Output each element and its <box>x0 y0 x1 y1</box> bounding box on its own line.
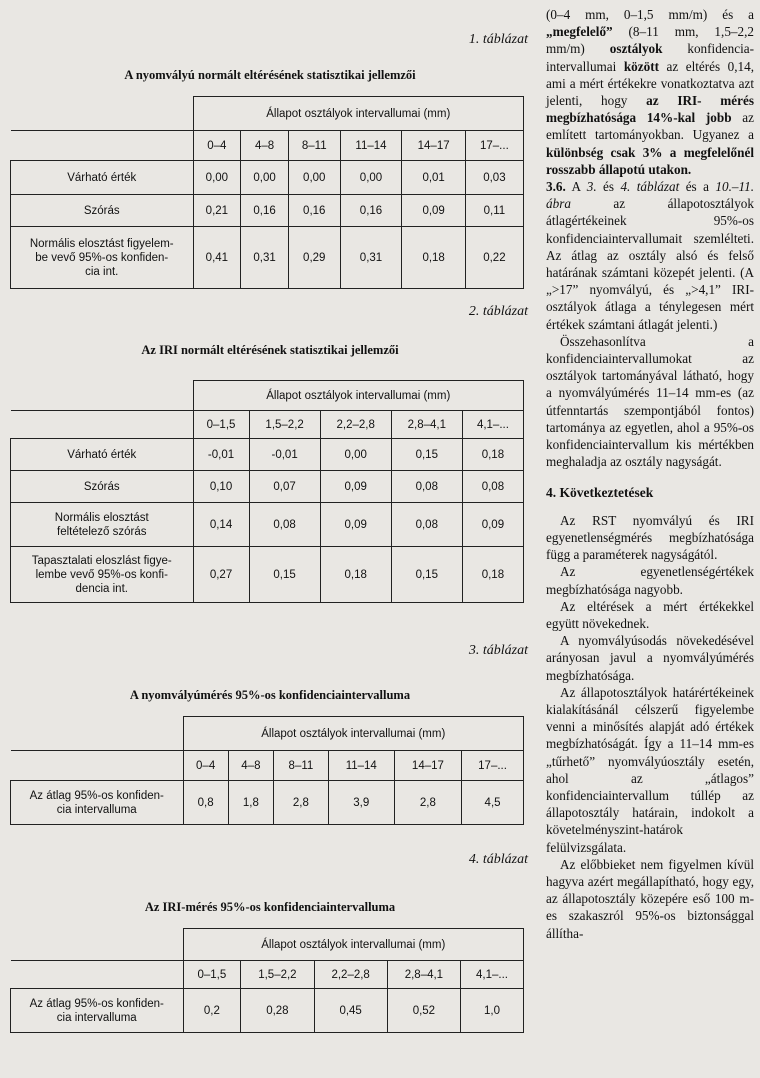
paragraph-conclusion-5: Az állapotosztályok határértékeinek kialakításánál célszerű figyelembe venni a minősítés alapját adó értékek megbízhatóságát. Így a 11–14 mm-es „tűrhető” nyomvályúosztály esetén, ahol az „átlagos” konfidenciaintervallum túllép az állapotosztály határain, indokolt a követelményszint-határok felülvizsgálata. <box>546 684 754 855</box>
table-cell: 0,01 <box>402 161 465 195</box>
section-heading-conclusions: 4. Következtetések <box>546 485 654 501</box>
table-cell: 2,8 <box>394 781 461 825</box>
table-cell: 0,16 <box>340 195 402 227</box>
table-row <box>11 781 524 825</box>
column-header: 1,5–2,2 <box>249 411 320 439</box>
table-row <box>11 439 524 471</box>
table-1-label: 1. táblázat <box>468 32 528 47</box>
column-header: 17–... <box>462 751 524 781</box>
table-3-title: A nyomvályúmérés 95%-os konfidenciaintervalluma <box>129 688 411 702</box>
paragraph-3-6: 3.6. A 3. és 4. táblázat és a 10.–11. ábra az állapotosztályok átlagértékeinek 95%-os konfidenciaintervallumait szemlélteti. Az átlag az osztály alsó és felső határának számtani közepét jelenti. (A „>17” nyomvályú, és „>4,1” IRI-osztályok átlaga a ténylegesen mért értékek számtani átlagát jelenti.) <box>546 179 754 332</box>
column-header: 0–1,5 <box>183 961 241 989</box>
table-cell: 0,22 <box>465 227 523 289</box>
table-cell: 0,14 <box>193 503 249 547</box>
table-cell: 0,31 <box>241 227 289 289</box>
table-cell: 0,09 <box>320 503 391 547</box>
column-header: 2,2–2,8 <box>314 961 387 989</box>
table-cell: 0,00 <box>288 161 340 195</box>
table-cell: 0,16 <box>241 195 289 227</box>
column-header: 2,8–4,1 <box>387 961 460 989</box>
table-cell: 0,00 <box>340 161 402 195</box>
table-2-title: Az IRI normált eltérésének statisztikai jellemzői <box>141 343 399 357</box>
table-cell: 0,00 <box>241 161 289 195</box>
table-row <box>11 471 524 503</box>
table-cell: 0,16 <box>288 195 340 227</box>
table-4-title: Az IRI-mérés 95%-os konfidenciaintervalluma <box>144 900 396 914</box>
table-header: Állapot osztályok intervallumai (mm) <box>193 97 524 131</box>
row-label: Az átlag 95%-os konfiden- cia intervalluma <box>11 989 184 1033</box>
paragraph-conclusion-6: Az előbbieket nem figyelmen kívül hagyva azért megállapítható, hogy egy, az állapotosztály közepére eső 100 m-es szakaszról 95%-os biztonsággal állítha- <box>546 856 754 941</box>
paragraph-conclusion-iri: (0–4 mm, 0–1,5 mm/m) és a „megfelelő” (8–11 mm, 1,5–2,2 mm/m) osztályok konfidencia-intervallumai között az eltérés 0,14, ami a mért értékekre vonatkoztatva azt jelenti, hogy az IRI- mérés megbízhatósága 14%-kal jobb az említett tartományokban. Ugyanez a különbség csak 3% a megfelelőnél rosszabb állapotú utakon. <box>546 7 755 177</box>
row-label: Az átlag 95%-os konfiden- cia intervalluma <box>11 781 184 825</box>
table-cell: 2,8 <box>274 781 329 825</box>
table-cell: 3,9 <box>328 781 394 825</box>
table-cell: 0,15 <box>391 439 462 471</box>
column-header: 0–1,5 <box>193 411 249 439</box>
table-3 <box>10 716 524 825</box>
table-row <box>11 161 524 195</box>
table-row <box>11 503 524 547</box>
table-header: Állapot osztályok intervallumai (mm) <box>183 717 524 751</box>
column-header: 2,2–2,8 <box>320 411 391 439</box>
table-cell: 0,00 <box>320 439 391 471</box>
table-cell: 0,08 <box>391 503 462 547</box>
table-cell: 1,0 <box>461 989 524 1033</box>
table-header: Állapot osztályok intervallumai (mm) <box>193 381 524 411</box>
table-cell: 0,27 <box>193 547 249 603</box>
row-label: Normális elosztást feltételező szórás <box>11 503 194 547</box>
table-cell: 0,18 <box>462 547 523 603</box>
column-header: 14–17 <box>394 751 461 781</box>
column-header: 11–14 <box>328 751 394 781</box>
paragraph-comparison: Összehasonlítva a konfidenciaintervallumokat az osztályok tartományával látható, hogy a nyomvályúmérés 11–14 mm-es (az útfenntartás szempontjából fontos) tartománya az egyetlen, ahol a 95%-os konfidenciaintervallum kis mértékben meghaladja az osztály nagyságát. <box>546 333 754 470</box>
table-row <box>11 547 524 603</box>
table-cell: 0,15 <box>249 547 320 603</box>
table-cell: 0,11 <box>465 195 523 227</box>
column-header: 4–8 <box>228 751 273 781</box>
table-cell: 0,10 <box>193 471 249 503</box>
column-header: 8–11 <box>274 751 329 781</box>
row-label: Tapasztalati eloszlást figye- lembe vevő 95%-os konfi- dencia int. <box>11 547 194 603</box>
row-label: Várható érték <box>11 161 194 195</box>
table-cell: 4,5 <box>462 781 524 825</box>
table-2 <box>10 380 524 603</box>
column-header: 0–4 <box>183 751 228 781</box>
table-3-label: 3. táblázat <box>468 643 528 658</box>
table-cell: 0,52 <box>387 989 460 1033</box>
row-label: Normális elosztást figyelem- be vevő 95%-os konfiden- cia int. <box>11 227 194 289</box>
table-cell: 0,18 <box>320 547 391 603</box>
table-cell: 0,08 <box>462 471 523 503</box>
table-cell: 0,18 <box>462 439 523 471</box>
table-cell: 0,8 <box>183 781 228 825</box>
table-cell: 0,31 <box>340 227 402 289</box>
table-cell: -0,01 <box>249 439 320 471</box>
paragraph-conclusion-4: A nyomvályúsodás növekedésével arányosan javul a nyomvályúmérés megbízhatósága. <box>546 633 754 683</box>
table-cell: 0,00 <box>193 161 241 195</box>
table-cell: 0,08 <box>249 503 320 547</box>
table-row <box>11 227 524 289</box>
table-cell: 0,41 <box>193 227 241 289</box>
table-cell: 0,09 <box>320 471 391 503</box>
column-header: 11–14 <box>340 131 402 161</box>
table-header: Állapot osztályok intervallumai (mm) <box>183 929 524 961</box>
table-cell: 1,8 <box>228 781 273 825</box>
table-cell: -0,01 <box>193 439 249 471</box>
table-cell: 0,03 <box>465 161 523 195</box>
column-header: 14–17 <box>402 131 465 161</box>
paragraph-conclusion-2: Az egyenetlenségértékek megbízhatósága nagyobb. <box>546 564 754 597</box>
column-header: 4,1–... <box>461 961 524 989</box>
table-cell: 0,21 <box>193 195 241 227</box>
table-cell: 0,2 <box>183 989 241 1033</box>
table-row <box>11 989 524 1033</box>
row-label: Szórás <box>11 471 194 503</box>
table-cell: 0,15 <box>391 547 462 603</box>
row-label: Szórás <box>11 195 194 227</box>
paragraph-conclusion-1: Az RST nyomvályú és IRI egyenetlenségmérés megbízhatósága függ a paraméterek nagyságától. <box>546 512 754 563</box>
column-header: 1,5–2,2 <box>241 961 314 989</box>
table-1 <box>10 96 524 289</box>
table-2-label: 2. táblázat <box>468 304 528 319</box>
right-column-text <box>546 6 754 942</box>
table-cell: 0,18 <box>402 227 465 289</box>
column-header: 8–11 <box>288 131 340 161</box>
column-header: 17–... <box>465 131 523 161</box>
table-row <box>11 195 524 227</box>
column-header: 4,1–... <box>462 411 523 439</box>
table-cell: 0,28 <box>241 989 314 1033</box>
table-1-title: A nyomvályú normált eltérésének statisztikai jellemzői <box>124 68 416 82</box>
paragraph-conclusion-3: Az eltérések a mért értékekkel együtt növekednek. <box>546 598 754 631</box>
column-header: 4–8 <box>241 131 289 161</box>
table-cell: 0,45 <box>314 989 387 1033</box>
table-cell: 0,09 <box>462 503 523 547</box>
column-header: 0–4 <box>193 131 241 161</box>
table-cell: 0,08 <box>391 471 462 503</box>
table-cell: 0,07 <box>249 471 320 503</box>
table-cell: 0,29 <box>288 227 340 289</box>
table-4 <box>10 928 524 1033</box>
table-4-label: 4. táblázat <box>468 852 528 867</box>
table-cell: 0,09 <box>402 195 465 227</box>
column-header: 2,8–4,1 <box>391 411 462 439</box>
row-label: Várható érték <box>11 439 194 471</box>
